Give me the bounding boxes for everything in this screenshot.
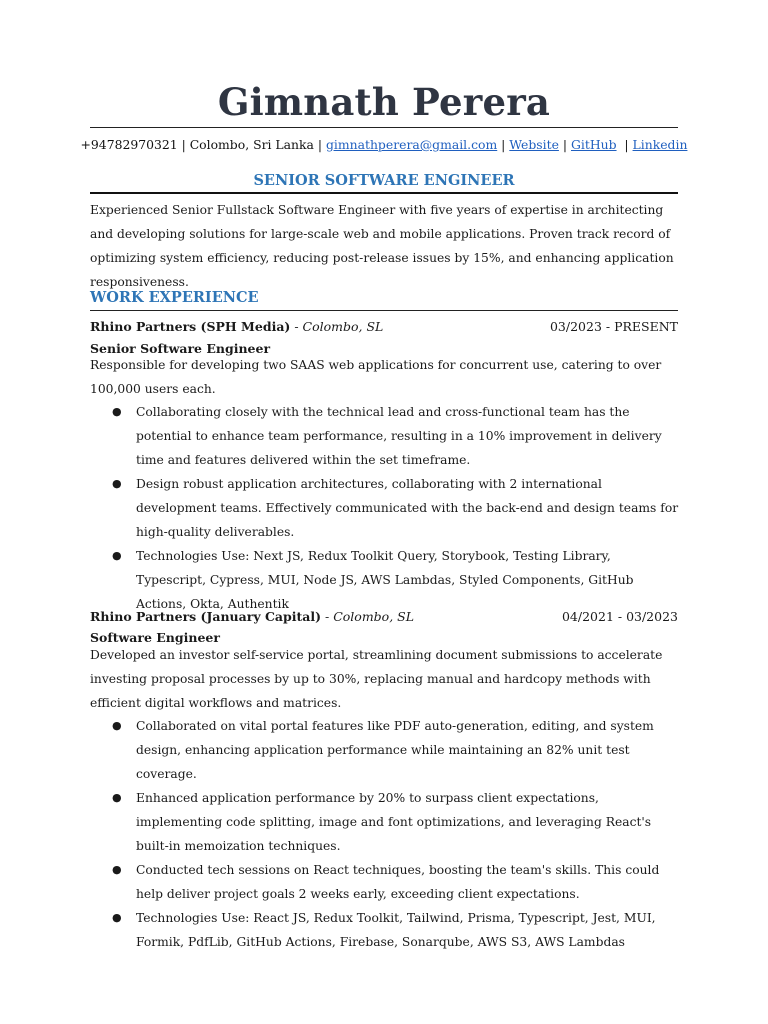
headline: SENIOR SOFTWARE ENGINEER	[253, 172, 515, 189]
contact-separator: |	[616, 137, 633, 152]
candidate-name: Gimnath Perera	[217, 80, 551, 124]
bullet-icon: ●	[112, 405, 122, 418]
bullet-icon: ●	[112, 549, 122, 562]
bullet-text: Design robust application architectures, collaborating with 2 international development teams. Effectively communicated with the back-end and design teams for high-quality deliverables.	[136, 477, 679, 539]
linkedin-link[interactable]: Linkedin	[632, 137, 688, 152]
section-divider	[90, 310, 678, 311]
job-dates: 04/2021 - 03/2023	[561, 609, 678, 624]
bullet-item	[90, 400, 680, 472]
job-location: - Colombo, SL	[321, 609, 415, 624]
bullet-icon: ●	[112, 911, 122, 924]
summary: Experienced Senior Fullstack Software Engineer with five years of expertise in architecting and developing solutions for large-scale web and mobile applications. Proven track record of optimizing system efficiency, reducing post-release issues by 15%, and enhancing application responsiveness.	[90, 203, 674, 289]
bullet-icon: ●	[112, 719, 122, 732]
job-header	[90, 319, 678, 334]
bullet-item	[90, 786, 680, 858]
website-link[interactable]: Website	[509, 137, 559, 152]
job-header	[90, 609, 678, 624]
contact-text: +94782970321 | Colombo, Sri Lanka |	[80, 137, 322, 152]
bullet-item	[90, 858, 680, 906]
job-title: Software Engineer	[90, 630, 220, 645]
bullet-text: Enhanced application performance by 20% to surpass client expectations, implementing code splitting, image and font optimizations, and leveraging React's built-in memoization techniques.	[136, 791, 652, 853]
bullet-icon: ●	[112, 863, 122, 876]
job-company: Rhino Partners (SPH Media)	[90, 319, 291, 334]
job-dates: 03/2023 - PRESENT	[549, 319, 678, 334]
bullet-text: Collaborating closely with the technical lead and cross-functional team has the potential to enhance team performance, resulting in a 10% improvement in delivery time and features delivered within the set timeframe.	[136, 405, 662, 467]
contact-line	[0, 137, 768, 152]
bullet-item	[90, 472, 680, 544]
bullet-text: Technologies Use: React JS, Redux Toolkit, Tailwind, Prisma, Typescript, Jest, MUI, Formik, PdfLib, GitHub Actions, Firebase, Sonarqube, AWS S3, AWS Lambdas	[136, 911, 656, 949]
job-location: - Colombo, SL	[290, 319, 384, 334]
job-title: Senior Software Engineer	[90, 341, 271, 356]
bullet-text: Conducted tech sessions on React techniques, boosting the team's skills. This could help deliver project goals 2 weeks early, exceeding client expectations.	[136, 863, 660, 901]
bullet-text: Technologies Use: Next JS, Redux Toolkit Query, Storybook, Testing Library, Typescript, Cypress, MUI, Node JS, AWS Lambdas, Styled Components, GitHub Actions, Okta, Authentik	[136, 549, 634, 611]
bullet-item	[90, 544, 680, 616]
job-company: Rhino Partners (January Capital)	[90, 609, 322, 624]
job-description: Developed an investor self-service portal, streamlining document submissions to accelerate investing proposal processes by up to 30%, replacing manual and hardcopy methods with efficient digital workflows and matrices.	[90, 648, 663, 710]
bullet-item	[90, 714, 680, 786]
bullet-icon: ●	[112, 477, 122, 490]
job-bullets	[90, 400, 680, 616]
headline-divider	[90, 192, 678, 194]
section-title-work-experience: WORK EXPERIENCE	[90, 289, 259, 306]
email-link[interactable]: gimnathperera@gmail.com	[325, 137, 498, 152]
contact-separator: |	[558, 137, 571, 152]
job-bullets	[90, 714, 680, 954]
bullet-item	[90, 906, 680, 954]
header-divider	[90, 127, 678, 128]
bullet-text: Collaborated on vital portal features like PDF auto-generation, editing, and system design, enhancing application performance while maintaining an 82% unit test coverage.	[136, 719, 654, 781]
github-link[interactable]: GitHub	[570, 137, 617, 152]
bullet-icon: ●	[112, 791, 122, 804]
contact-separator: |	[497, 137, 510, 152]
job-description: Responsible for developing two SAAS web applications for concurrent use, catering to over 100,000 users each.	[90, 358, 662, 396]
